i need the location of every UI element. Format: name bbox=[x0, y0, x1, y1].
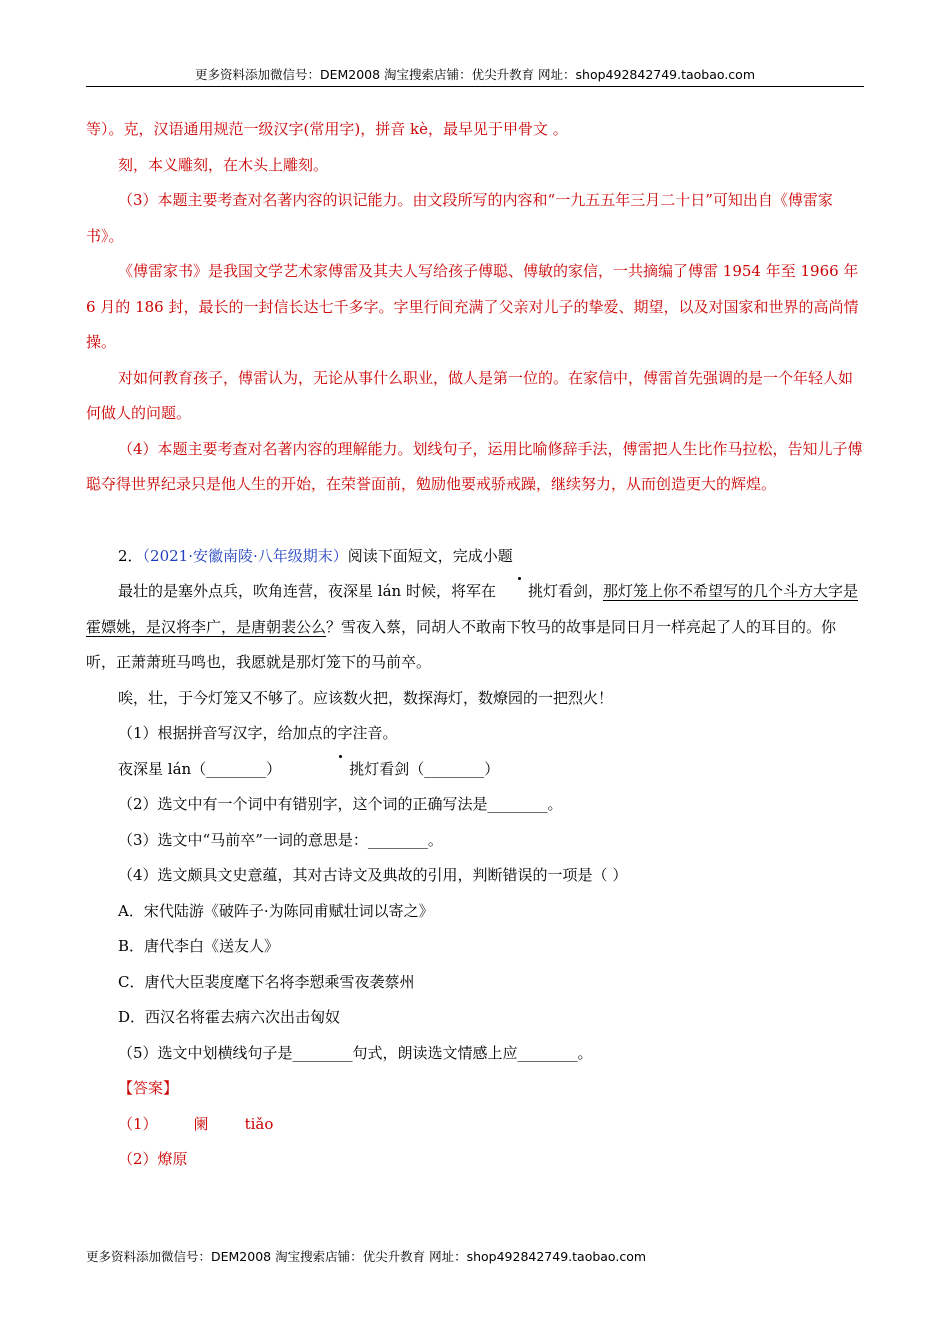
answer-2: （2）燎原 bbox=[118, 1150, 188, 1168]
answer-prev-p4: 《傅雷家书》是我国文学艺术家傅雷及其夫人写给孩子傅聪、傅敏的家信，一共摘编了傅雷 1954 年至 1966 年 6 月的 186 封，最长的一封信长达七千多字。字里行间充满了父亲对儿子的挚爱、期望，以及对国家和世界的高尚情操。 bbox=[86, 262, 859, 351]
passage-text-c: ？雪夜入蔡，同胡人不敢南下牧马的故事是同日月一样亮起了人的耳目的。你听，正萧萧班马鸣也，我愿就是那灯笼下的马前卒。 bbox=[86, 617, 837, 671]
question-heading bbox=[86, 539, 864, 575]
answer-1-value-1: 阑 bbox=[193, 1114, 209, 1133]
answer-label: 【答案】 bbox=[118, 1079, 179, 1097]
answer-1-number: （1） bbox=[118, 1114, 158, 1133]
dotted-char: 挑 bbox=[496, 574, 543, 610]
subquestion-3: （3）选文中“马前卒”一词的意思是：________。 bbox=[118, 830, 443, 849]
answer-prev-p6: （4）本题主要考查对名著内容的理解能力。划线句子，运用比喻修辞手法，傅雷把人生比作马拉松，告知儿子傅聪夺得世界纪录只是他人生的开始，在荣誉面前，勉励他要戒骄戒躁，继续努力，从而创造更大的辉煌。 bbox=[86, 439, 863, 493]
answer-prev-line1: 等）。克，汉语通用规范一级汉字(常用字)，拼音 kè，最早见于甲骨文 。 bbox=[86, 120, 568, 138]
option-a: A．宋代陆游《破阵子·为陈同甫赋壮词以寄之》 bbox=[118, 901, 434, 920]
blank-b: 灯看剑（________） bbox=[364, 759, 500, 778]
subquestion-2: （2）选文中有一个词中有错别字，这个词的正确写法是________。 bbox=[118, 795, 563, 813]
subquestion-5: （5）选文中划横线句子是________句式，朗读选文情感上应________。 bbox=[118, 1043, 593, 1062]
blank-a: 夜深星 lán（________） bbox=[118, 759, 282, 778]
subquestion-1: （1）根据拼音写汉字，给加点的字注音。 bbox=[118, 724, 398, 742]
option-c: C．唐代大臣裴度麾下名将李愬乘雪夜袭蔡州 bbox=[118, 972, 415, 991]
document-body bbox=[86, 112, 864, 1178]
passage-paragraph-1 bbox=[86, 574, 864, 681]
page-header: 更多资料添加微信号：DEM2008 淘宝搜索店铺：优尖升教育 网址：shop492842749.taobao.com bbox=[86, 64, 864, 87]
underlined-sentence: 那灯笼上你不希望写的几个斗方大字是霍嫖姚，是汉将李广，是唐朝裴公么 bbox=[86, 582, 858, 636]
answer-prev-p5: 对如何教育孩子，傅雷认为，无论从事什么职业，做人是第一位的。在家信中，傅雷首先强调的是一个年轻人如何做人的问题。 bbox=[86, 368, 854, 422]
option-b: B．唐代李白《送友人》 bbox=[118, 937, 280, 955]
answer-1-value-2: tiǎo bbox=[244, 1114, 274, 1133]
question-number: 2． bbox=[118, 546, 143, 565]
subquestion-4: （4）选文颇具文史意蕴，其对古诗文及典故的引用，判断错误的一项是（ ） bbox=[118, 866, 628, 884]
answer-1 bbox=[86, 1107, 864, 1143]
page-footer: 更多资料添加微信号：DEM2008 淘宝搜索店铺：优尖升教育 网址：shop492842749.taobao.com bbox=[86, 1249, 647, 1264]
passage-paragraph-2: 唉，壮，于今灯笼又不够了。应该数火把，数探海灯，数燎园的一把烈火！ bbox=[118, 688, 614, 707]
subquestion-1-blanks bbox=[86, 752, 864, 788]
dotted-char-q1: 挑 bbox=[317, 752, 364, 788]
option-d: D．西汉名将霍去病六次出击匈奴 bbox=[118, 1008, 341, 1026]
question-instruction: 阅读下面短文，完成小题 bbox=[347, 546, 513, 565]
answer-prev-p3: （3）本题主要考查对名著内容的识记能力。由文段所写的内容和“一九五五年三月二十日”可知出自《傅雷家书》。 bbox=[86, 191, 833, 245]
answer-prev-line2: 刻，本义雕刻，在木头上雕刻。 bbox=[118, 155, 329, 174]
passage-text-a: 最壮的是塞外点兵，吹角连营，夜深星 lán 时候，将军在 bbox=[118, 582, 496, 600]
question-source: （2021·安徽南陵·八年级期末） bbox=[142, 546, 348, 565]
passage-text-b: 灯看剑， bbox=[542, 582, 603, 600]
